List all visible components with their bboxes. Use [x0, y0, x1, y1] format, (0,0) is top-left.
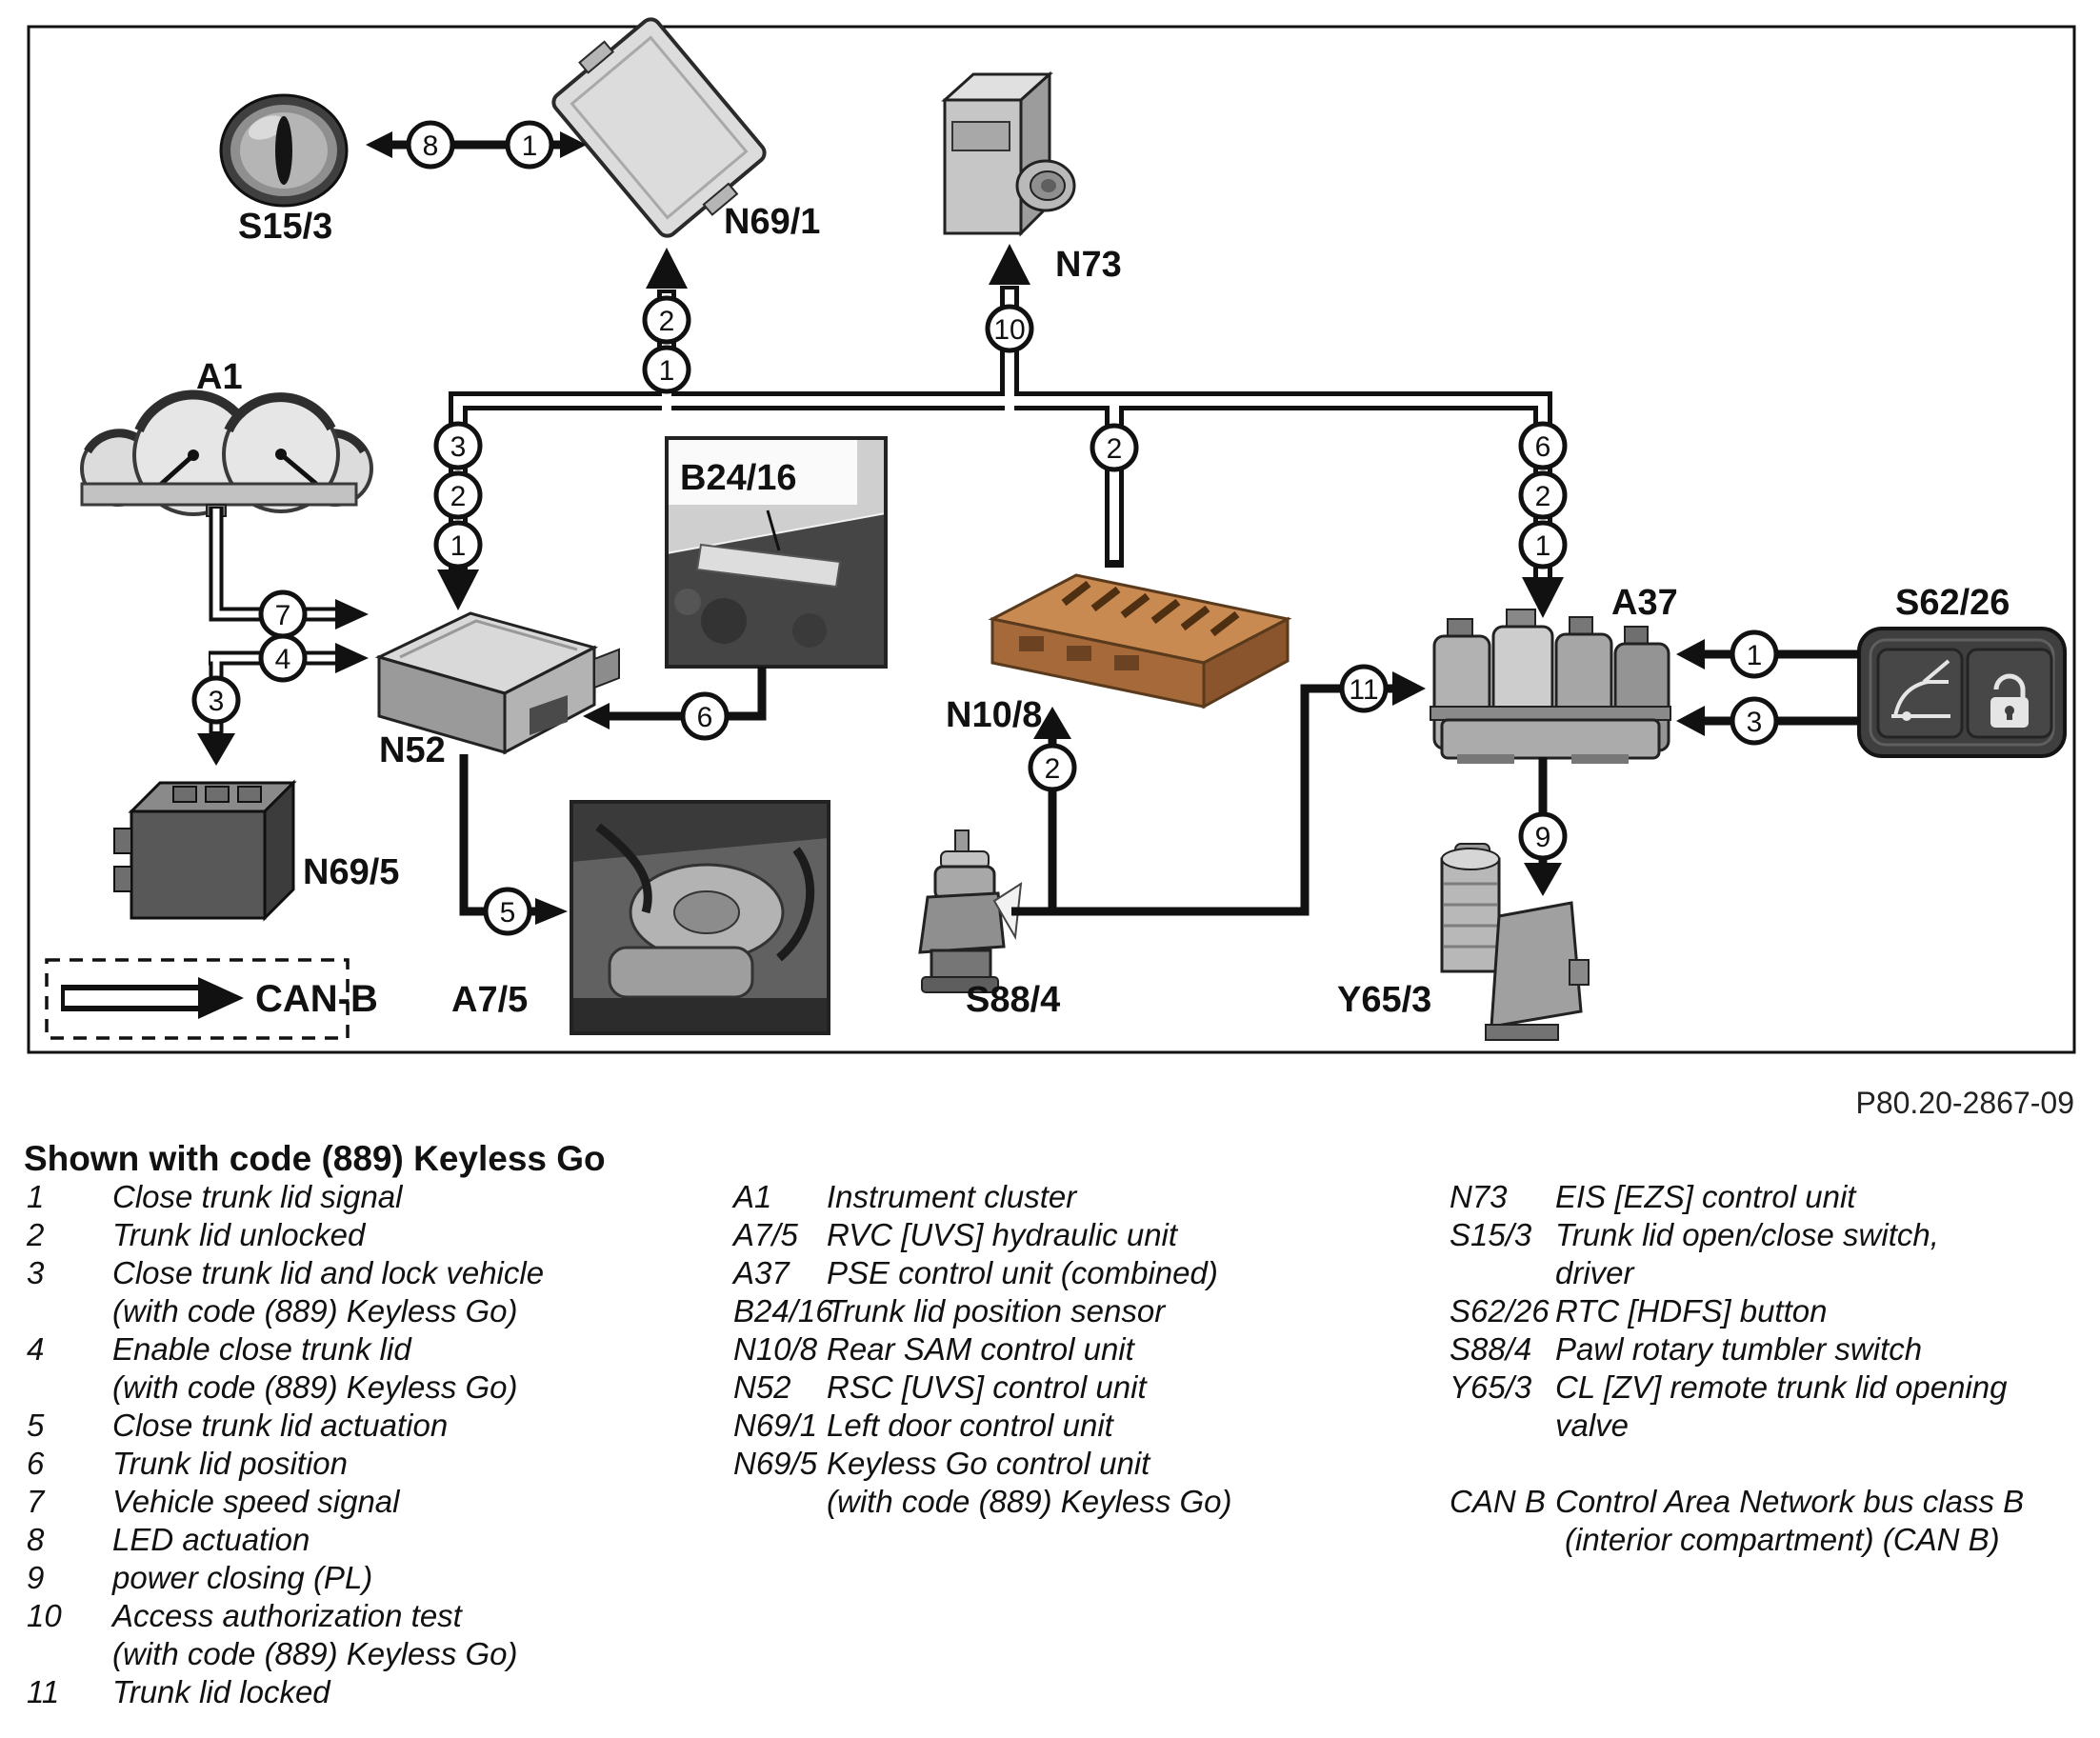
legend-line: (with code (889) Keyless Go): [827, 1484, 1232, 1519]
svg-text:1: 1: [658, 355, 675, 387]
legend-line: N52 RSC [UVS] control unit: [733, 1369, 1147, 1405]
n10-8-label: N10/8: [946, 695, 1043, 735]
signal-circle: [436, 523, 480, 567]
n69-1-label: N69/1: [724, 202, 821, 242]
legend-line: A1 Instrument cluster: [733, 1179, 1077, 1214]
s88-4-label: S88/4: [966, 980, 1061, 1020]
legend-line: S88/4 Pawl rotary tumbler switch: [1450, 1331, 1923, 1367]
y65-3-label: Y65/3: [1337, 980, 1432, 1020]
a37-label: A37: [1611, 583, 1678, 623]
signal-circle: [261, 636, 305, 680]
svg-text:2: 2: [1106, 433, 1123, 465]
signal-circle: [409, 123, 452, 167]
svg-text:2: 2: [1044, 753, 1061, 785]
svg-text:1: 1: [450, 530, 467, 562]
signal-circle: [436, 473, 480, 517]
signal-circle: [261, 592, 305, 636]
caption-title: Shown with code (889) Keyless Go: [24, 1139, 606, 1178]
legend-line: CAN B Control Area Network bus class B: [1450, 1484, 2025, 1519]
svg-text:7: 7: [274, 600, 291, 631]
signal-circle: [683, 694, 727, 738]
svg-text:2: 2: [450, 481, 467, 512]
s15-3-switch-illustration: [221, 95, 347, 206]
s15-3-label: S15/3: [238, 207, 333, 247]
legend-line: 3 Close trunk lid and lock vehicle: [27, 1255, 545, 1290]
legend-line: 8 LED actuation: [27, 1522, 310, 1557]
n73-label: N73: [1055, 245, 1122, 285]
signal-circle: [1521, 473, 1565, 517]
legend-line: 6 Trunk lid position: [27, 1446, 349, 1481]
legend-line: 7 Vehicle speed signal: [27, 1484, 400, 1519]
signal-circle: [1732, 632, 1776, 676]
svg-text:1: 1: [521, 130, 538, 162]
signal-circle: [486, 889, 530, 933]
signal-circle: [1521, 424, 1565, 468]
legend-line: 5 Close trunk lid actuation: [27, 1408, 449, 1443]
legend-line: A37 PSE control unit (combined): [733, 1255, 1218, 1290]
legend-line: 9 power closing (PL): [27, 1560, 373, 1595]
legend-line: N69/5 Keyless Go control unit: [733, 1446, 1150, 1481]
legend-line: 1 Close trunk lid signal: [27, 1179, 403, 1214]
legend-line: (with code (889) Keyless Go): [112, 1293, 518, 1328]
signal-circle: [1521, 523, 1565, 567]
b24-16-label: B24/16: [680, 458, 797, 498]
svg-text:6: 6: [1534, 431, 1551, 463]
signal-circle: [1030, 746, 1074, 789]
signal-circle: [508, 123, 551, 167]
n69-5-label: N69/5: [303, 852, 400, 892]
n52-label: N52: [379, 730, 446, 770]
s62-26-label: S62/26: [1895, 583, 2010, 623]
n69-5-unit-illustration: [114, 783, 293, 918]
svg-text:2: 2: [658, 306, 675, 337]
s62-26-button-illustration: [1859, 629, 2065, 756]
legend-line: Y65/3 CL [ZV] remote trunk lid opening: [1450, 1369, 2008, 1405]
signal-circle: [194, 678, 238, 722]
svg-text:3: 3: [1746, 707, 1763, 738]
a1-label: A1: [196, 357, 243, 397]
svg-text:1: 1: [1534, 530, 1551, 562]
legend-line: 10 Access authorization test: [27, 1598, 462, 1633]
svg-text:11: 11: [1349, 674, 1379, 706]
svg-text:1: 1: [1746, 640, 1763, 671]
signal-circle: [1092, 426, 1136, 469]
signal-circle: [436, 424, 480, 468]
legend-line: 2 Trunk lid unlocked: [27, 1217, 366, 1252]
signal-circle: [1521, 814, 1565, 858]
legend-line: (interior compartment) (CAN B): [1565, 1522, 2000, 1557]
legend-line: (with code (889) Keyless Go): [112, 1369, 518, 1405]
signal-circle: [1342, 667, 1386, 710]
svg-text:2: 2: [1534, 481, 1551, 512]
legend-line: (with code (889) Keyless Go): [112, 1636, 518, 1671]
signal-circle: [645, 298, 689, 342]
legend-line: S62/26 RTC [HDFS] button: [1450, 1293, 1828, 1328]
svg-text:3: 3: [450, 431, 467, 463]
signal-circle: [645, 348, 689, 391]
legend-line: valve: [1555, 1408, 1630, 1443]
legend-line: 11 Trunk lid locked: [27, 1674, 330, 1709]
svg-text:10: 10: [993, 314, 1026, 346]
a37-unit-illustration: [1430, 609, 1670, 764]
legend-line: A7/5 RVC [UVS] hydraulic unit: [733, 1217, 1178, 1252]
a7-5-label: A7/5: [451, 980, 529, 1020]
svg-text:4: 4: [274, 644, 291, 675]
figure-reference-number: P80.20-2867-09: [1855, 1086, 2074, 1120]
svg-text:3: 3: [208, 686, 225, 717]
signal-circle: [988, 307, 1031, 350]
svg-text:6: 6: [696, 702, 713, 733]
legend-line: N10/8 Rear SAM control unit: [733, 1331, 1134, 1367]
legend-line: S15/3 Trunk lid open/close switch,: [1450, 1217, 1939, 1252]
legend-line: 4 Enable close trunk lid: [27, 1331, 411, 1367]
svg-text:9: 9: [1534, 822, 1551, 853]
legend-line: N69/1 Left door control unit: [733, 1408, 1113, 1443]
can-b-legend: [47, 960, 378, 1038]
legend-line: N73 EIS [EZS] control unit: [1450, 1179, 1856, 1214]
svg-text:5: 5: [499, 897, 516, 929]
legend-line: driver: [1555, 1255, 1634, 1290]
signal-circle: [1732, 699, 1776, 743]
b24-16-photo: [667, 438, 886, 667]
can-b-label: CAN-B: [255, 978, 378, 1020]
a7-5-photo: [571, 802, 829, 1033]
svg-text:8: 8: [422, 130, 439, 162]
legend-line: B24/16Trunk lid position sensor: [733, 1293, 1166, 1328]
